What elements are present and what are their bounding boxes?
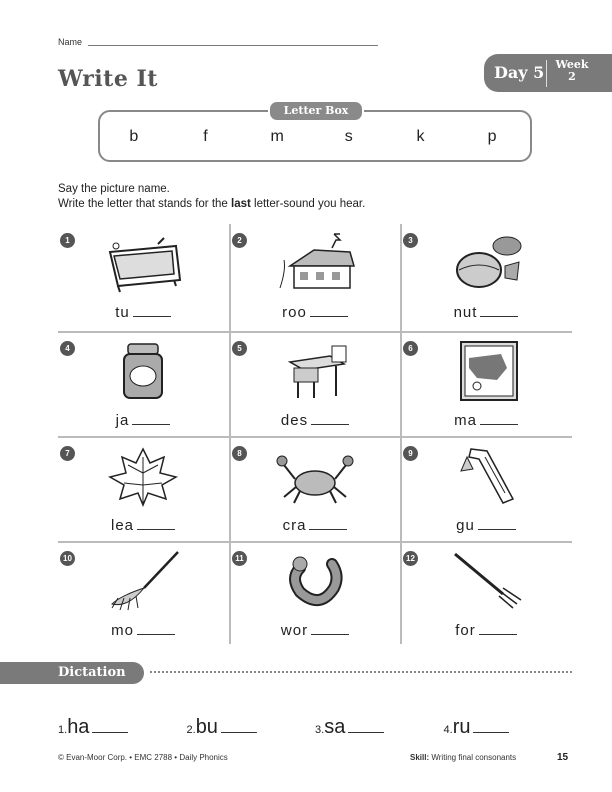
word-stem: ja [58, 412, 228, 429]
exercise-item [58, 437, 228, 541]
letter-box-letter: b [129, 128, 139, 145]
word-stem: lea [58, 517, 228, 534]
answer-blank[interactable] [133, 304, 171, 317]
exercise-grid [58, 224, 572, 644]
answer-blank[interactable] [311, 412, 349, 425]
page-number: 15 [557, 752, 569, 763]
letter-box-letter: s [344, 128, 353, 145]
answer-blank[interactable] [478, 517, 516, 530]
word-stem: gu [401, 517, 571, 534]
letter-box-letter: k [416, 128, 425, 145]
item-number: 6 [403, 341, 418, 356]
exercise-item [230, 437, 400, 541]
exercise-item [230, 542, 400, 646]
item-number: 9 [403, 446, 418, 461]
answer-blank[interactable] [132, 412, 170, 425]
mop-icon [98, 548, 188, 614]
instruction-line-1: Say the picture name. [58, 183, 170, 195]
footer-skill: Skill: Writing final consonants [410, 753, 517, 762]
item-number: 7 [60, 446, 75, 461]
word-stem: for [401, 622, 571, 639]
item-number: 10 [60, 551, 75, 566]
exercise-item [401, 437, 571, 541]
name-line[interactable] [88, 45, 378, 46]
answer-blank[interactable] [348, 718, 384, 733]
item-number: 12 [403, 551, 418, 566]
answer-blank[interactable] [480, 304, 518, 317]
word-stem: wor [230, 622, 400, 639]
exercise-item [230, 332, 400, 436]
answer-blank[interactable] [137, 622, 175, 635]
dictation-label: Dictation [58, 665, 126, 680]
item-number: 5 [232, 341, 247, 356]
item-number: 1 [60, 233, 75, 248]
letter-box-letter: m [270, 128, 284, 145]
fork-icon [441, 548, 531, 614]
letter-box-letters [98, 128, 528, 146]
word-stem: des [230, 412, 400, 429]
answer-blank[interactable] [480, 412, 518, 425]
map-icon [441, 338, 531, 404]
letter-box-title: Letter Box [268, 100, 364, 122]
dictation-items [58, 716, 572, 739]
word-stem: ma [401, 412, 571, 429]
day-tab-divider [546, 60, 547, 87]
word-stem: cra [230, 517, 400, 534]
desk-icon [270, 338, 360, 404]
exercise-item [58, 542, 228, 646]
item-number: 4 [60, 341, 75, 356]
word-stem: tu [58, 304, 228, 321]
word-stem: mo [58, 622, 228, 639]
exercise-item [401, 332, 571, 436]
dictation-item: 4.ru [444, 716, 573, 739]
item-number: 11 [232, 551, 247, 566]
crab-icon [270, 443, 360, 509]
exercise-item [230, 224, 400, 328]
worm-icon [270, 548, 360, 614]
answer-blank[interactable] [473, 718, 509, 733]
word-stem: nut [401, 304, 571, 321]
item-number: 2 [232, 233, 247, 248]
dictation-item: 2.bu [187, 716, 316, 739]
answer-blank[interactable] [310, 304, 348, 317]
answer-blank[interactable] [479, 622, 517, 635]
answer-blank[interactable] [137, 517, 175, 530]
answer-blank[interactable] [221, 718, 257, 733]
dictation-rule [150, 671, 572, 673]
tub-icon [98, 230, 188, 296]
item-number: 8 [232, 446, 247, 461]
nut-icon [441, 230, 531, 296]
instructions [58, 182, 365, 212]
roof-icon [270, 230, 360, 296]
dictation-item: 3.sa [315, 716, 444, 739]
word-stem: roo [230, 304, 400, 321]
item-number: 3 [403, 233, 418, 248]
exercise-item [401, 542, 571, 646]
week-label: Week 2 [555, 58, 589, 83]
page-title: Write It [58, 66, 158, 92]
letter-box-letter: f [203, 128, 208, 145]
gum-icon [441, 443, 531, 509]
exercise-item [58, 332, 228, 436]
footer-copyright: © Evan-Moor Corp. • EMC 2788 • Daily Phonics [58, 753, 228, 762]
instruction-line-2: Write the letter that stands for the last letter-sound you hear. [58, 198, 366, 210]
day-label: Day 5 [494, 63, 545, 82]
jam-icon [98, 338, 188, 404]
letter-box-letter: p [487, 128, 497, 145]
dictation-item: 1.ha [58, 716, 187, 739]
name-label: Name [58, 37, 83, 47]
exercise-item [401, 224, 571, 328]
exercise-item [58, 224, 228, 328]
answer-blank[interactable] [311, 622, 349, 635]
answer-blank[interactable] [309, 517, 347, 530]
leaf-icon [98, 443, 188, 509]
answer-blank[interactable] [92, 718, 128, 733]
day-tab [484, 54, 612, 92]
